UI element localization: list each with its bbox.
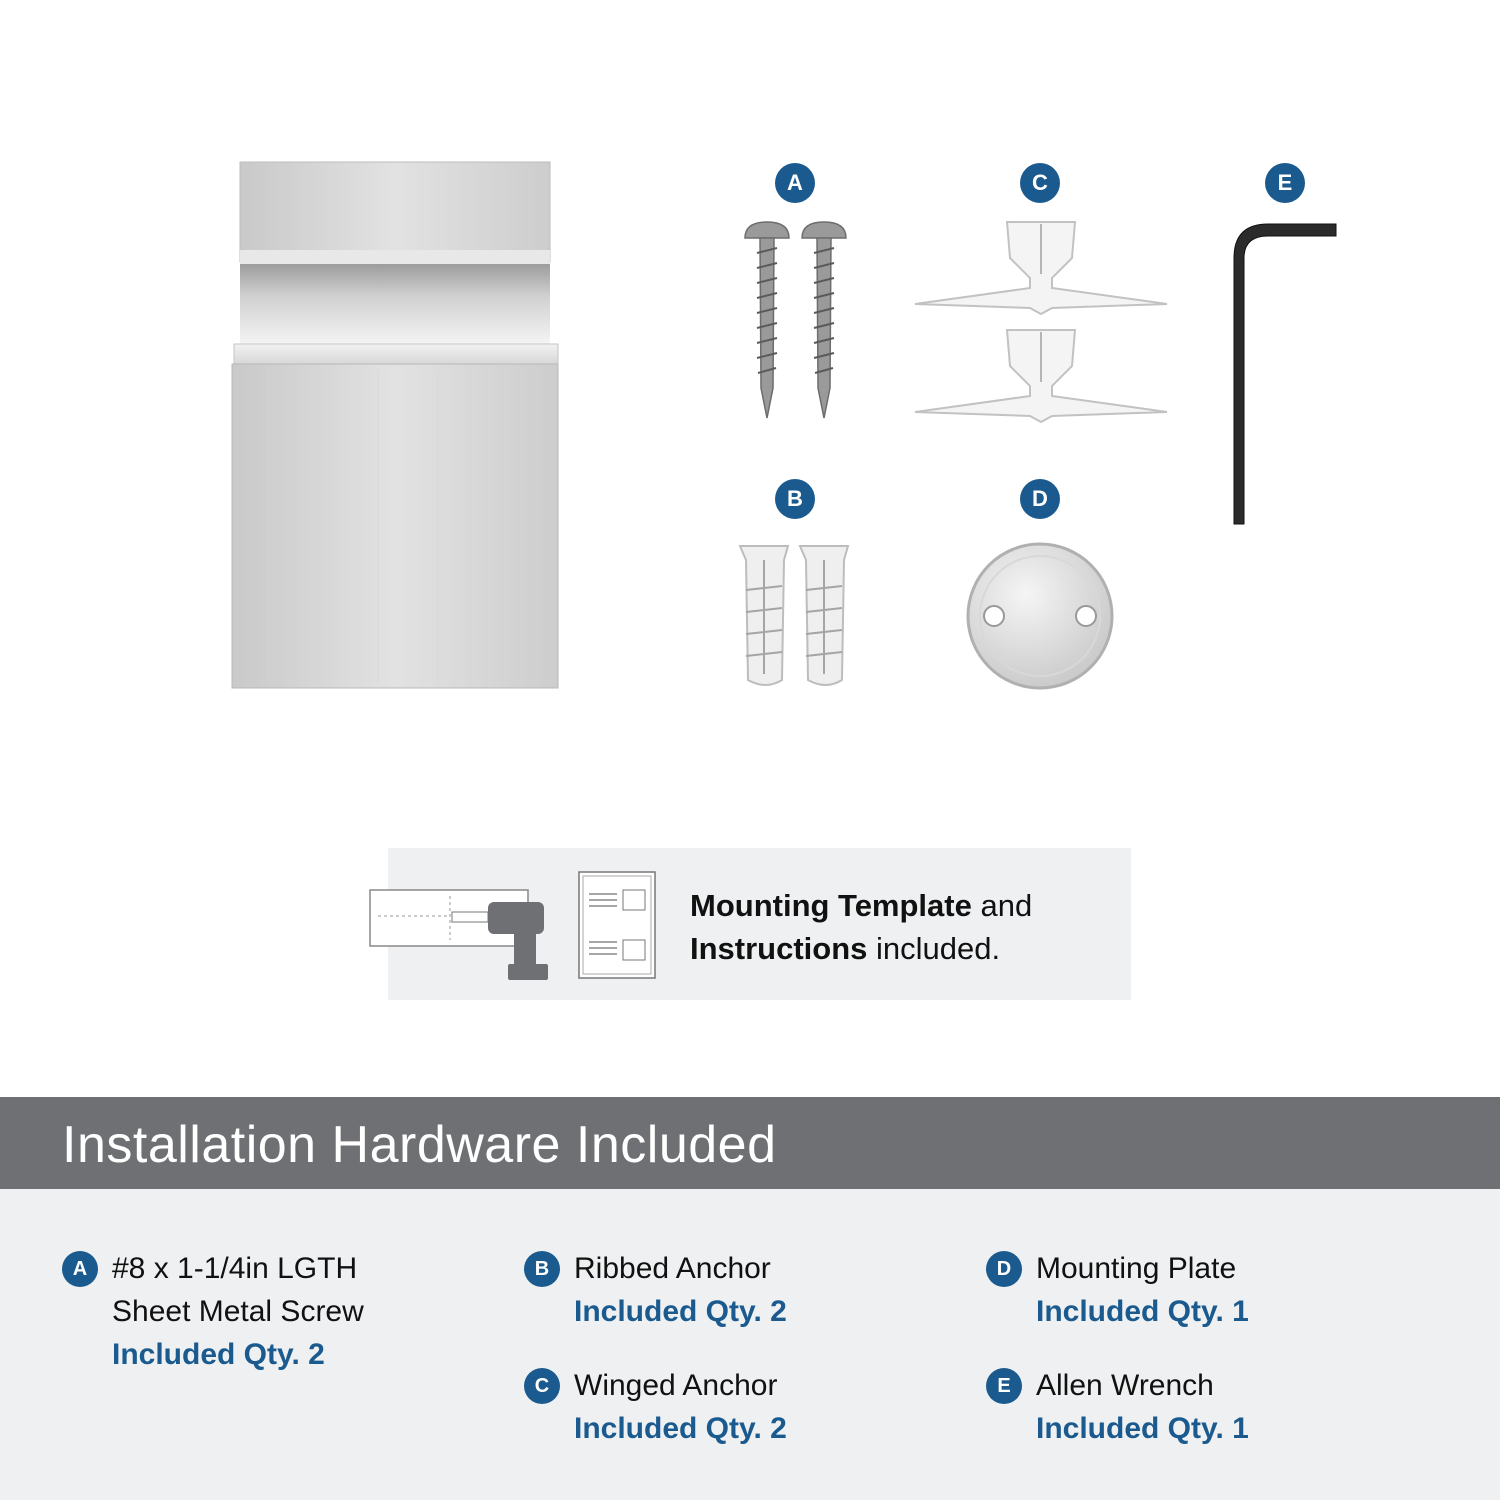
hook-product-image: [228, 160, 562, 692]
mounting-plate-icon: [964, 540, 1116, 692]
item-name-line2: Sheet Metal Screw: [112, 1295, 364, 1328]
list-badge-a: A: [62, 1251, 98, 1287]
item-name: Ribbed Anchor: [574, 1252, 771, 1285]
badge-d: D: [1020, 479, 1060, 519]
section-header: [0, 1097, 1500, 1189]
hardware-list: [0, 1189, 1500, 1500]
list-badge-c: C: [524, 1368, 560, 1404]
instruction-sheet-icon: [577, 870, 657, 980]
item-name: Allen Wrench: [1036, 1369, 1214, 1402]
template-note-text1: and: [971, 888, 1033, 923]
template-panel: [388, 848, 1131, 1000]
list-item-d: [1036, 1247, 1249, 1333]
item-name: Mounting Plate: [1036, 1252, 1237, 1285]
list-badge-d: D: [986, 1251, 1022, 1287]
badge-c: C: [1020, 163, 1060, 203]
item-name: #8 x 1-1/4in LGTH: [112, 1252, 358, 1285]
winged-anchor-icon: [912, 218, 1170, 423]
badge-a: A: [775, 163, 815, 203]
item-qty: Included Qty. 1: [1036, 1412, 1249, 1445]
list-item-b: [574, 1247, 787, 1333]
badge-e: E: [1265, 163, 1305, 203]
allen-wrench-icon: [1228, 218, 1340, 530]
item-qty: Included Qty. 2: [112, 1338, 325, 1371]
item-name: Winged Anchor: [574, 1369, 778, 1402]
drill-icon: [368, 888, 548, 983]
item-qty: Included Qty. 2: [574, 1412, 787, 1445]
list-badge-b: B: [524, 1251, 560, 1287]
list-item-e: [1036, 1364, 1249, 1450]
list-item-c: [574, 1364, 787, 1450]
template-note: [690, 884, 1032, 970]
template-note-bold1: Mounting Template: [690, 888, 972, 923]
section-title: Installation Hardware Included: [62, 1116, 777, 1174]
template-note-bold2: Instructions: [690, 931, 868, 966]
ribbed-anchor-icon: [736, 540, 856, 692]
list-badge-e: E: [986, 1368, 1022, 1404]
template-note-text2: included.: [867, 931, 1001, 966]
item-qty: Included Qty. 1: [1036, 1295, 1249, 1328]
list-item-a: [112, 1247, 364, 1376]
screw-icon: [740, 218, 850, 423]
badge-b: B: [775, 479, 815, 519]
item-qty: Included Qty. 2: [574, 1295, 787, 1328]
